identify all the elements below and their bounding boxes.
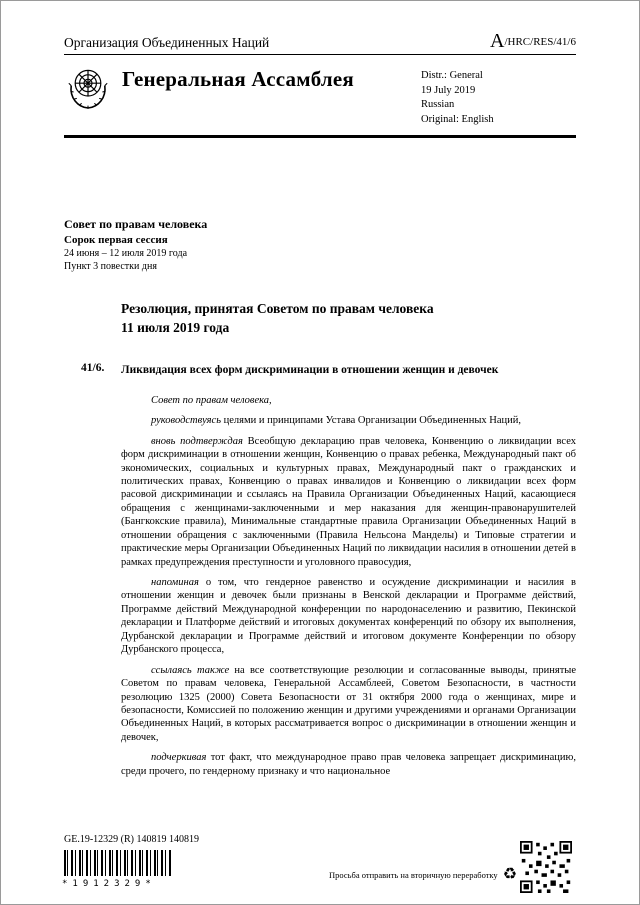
- paragraph: [121, 576, 576, 657]
- resolution-number: 41/6.: [81, 361, 105, 374]
- doc-symbol-letter: A: [490, 30, 505, 52]
- distribution-block: [421, 69, 494, 128]
- paragraph-text: тот факт, что международное право прав человека запрещает дискриминацию, среди прочего, по гендерному признаку и что национальное: [121, 752, 576, 777]
- resolution-title-row: [81, 362, 576, 378]
- paragraph-lead: подчеркивая: [151, 752, 207, 764]
- recycle-note-text: Просьба отправить на вторичную переработку: [329, 870, 498, 880]
- session-title: Сорок первая сессия: [64, 233, 168, 246]
- agenda-item: Пункт 3 повестки дня: [64, 261, 157, 273]
- un-emblem-icon: [64, 63, 112, 113]
- session-dates: 24 июня – 12 июля 2019 года: [64, 247, 188, 259]
- paragraph-text: о том, что гендерное равенство и осуждение дискриминации и насилия в отношении женщин и девочек были признаны в Венской декларации и Программе действий, Программе действий Международной конференции по народонаселению и развитию, Пекинской декларации и Платформе действий и итоговых документах конференций по обзору их выполнения, Дурбанской декларации и Программе действий и итоговом документе Конференции по обзору Дурбанского процесса,: [121, 577, 576, 656]
- paragraph: [121, 394, 576, 407]
- recycle-icon: ♻: [502, 866, 518, 883]
- paragraph: [121, 751, 576, 778]
- paragraph-text: целями и принципами Устава Организации Объединенных Наций,: [221, 415, 522, 427]
- org-name: Организация Объединенных Наций: [64, 35, 270, 50]
- original-line: Original: English: [421, 114, 494, 126]
- paragraph-text: Всеобщую декларацию прав человека, Конвенцию о ликвидации всех форм дискриминации в отношении женщин, Конвенцию о правах ребенка, Международный пакт об экономических, социальных и культурных правах, Международный пакт о гражданских и политических правах, Конвенцию о правах инвалидов и Конвенцию о ликвидации всех форм расовой дискриминации и ссылаясь на Правила Организации Объединенных Наций, касающиеся обращения с женщинами-заключенными и мер наказания для женщин-правонарушителей (Бангкокские правила), Минимальные стандартные правила Организации Объединенных Наций в отношении обращения с заключенными (Правила Нельсона Манделы) и Типовые стратегии и практические меры Организации Объединенных Наций по ликвидации насилия в отношении детей в рамках предупреждения преступности и уголовного правосудия,: [121, 435, 576, 568]
- language-line: Russian: [421, 99, 455, 111]
- doc-symbol-rest: /HRC/RES/41/6: [504, 36, 576, 48]
- paragraph: [121, 414, 576, 427]
- paragraph-text: на все соответствующие резолюции и согласованные выводы, принятые Советом по правам человека, Генеральной Ассамблеей, Советом Безопасности, в частности резолюцию 1325 (2000) Совета Безопасности от 31 октября 2000 года о женщинах, мире и безопасности, Комиссией по положению женщин и другими учреждениями и органами Организации Объединенных Наций, в которых рассматривается вопрос о дискриминации в отношении женщин и девочек,: [121, 664, 576, 743]
- date-line: 19 July 2019: [421, 84, 476, 96]
- resolution-heading: [121, 300, 576, 338]
- document-body: [64, 217, 576, 785]
- assembly-title: Генеральная Ассамблея: [122, 67, 354, 91]
- resolution-title: Ликвидация всех форм дискриминации в отношении женщин и девочек: [121, 363, 499, 376]
- paragraph-lead: вновь подтверждая: [151, 435, 243, 447]
- paragraph-lead: руководствуясь: [151, 415, 221, 427]
- recycle-note: [329, 867, 517, 883]
- distr-line: Distr.: General: [421, 70, 483, 81]
- header-rule: [64, 135, 576, 138]
- document-header: [64, 31, 576, 55]
- council-name: Совет по правам человека: [64, 217, 208, 231]
- qr-code: [520, 841, 572, 893]
- barcode: [64, 850, 172, 876]
- doc-symbol: [490, 31, 576, 51]
- masthead: [64, 59, 576, 137]
- resolution-paragraphs: [121, 394, 576, 778]
- resolution-heading-line2: 11 июля 2019 года: [121, 319, 230, 335]
- paragraph-lead: Совет по правам человека,: [151, 394, 272, 406]
- paragraph: [121, 664, 576, 745]
- ge-number: GE.19-12329 (R) 140819 140819: [64, 834, 199, 845]
- paragraph-lead: напоминая: [151, 577, 199, 589]
- paragraph: [121, 435, 576, 569]
- barcode-text: *1912329*: [62, 879, 156, 889]
- paragraph-lead: ссылаясь также: [151, 664, 230, 676]
- resolution-heading-line1: Резолюция, принятая Советом по правам человека: [121, 300, 434, 316]
